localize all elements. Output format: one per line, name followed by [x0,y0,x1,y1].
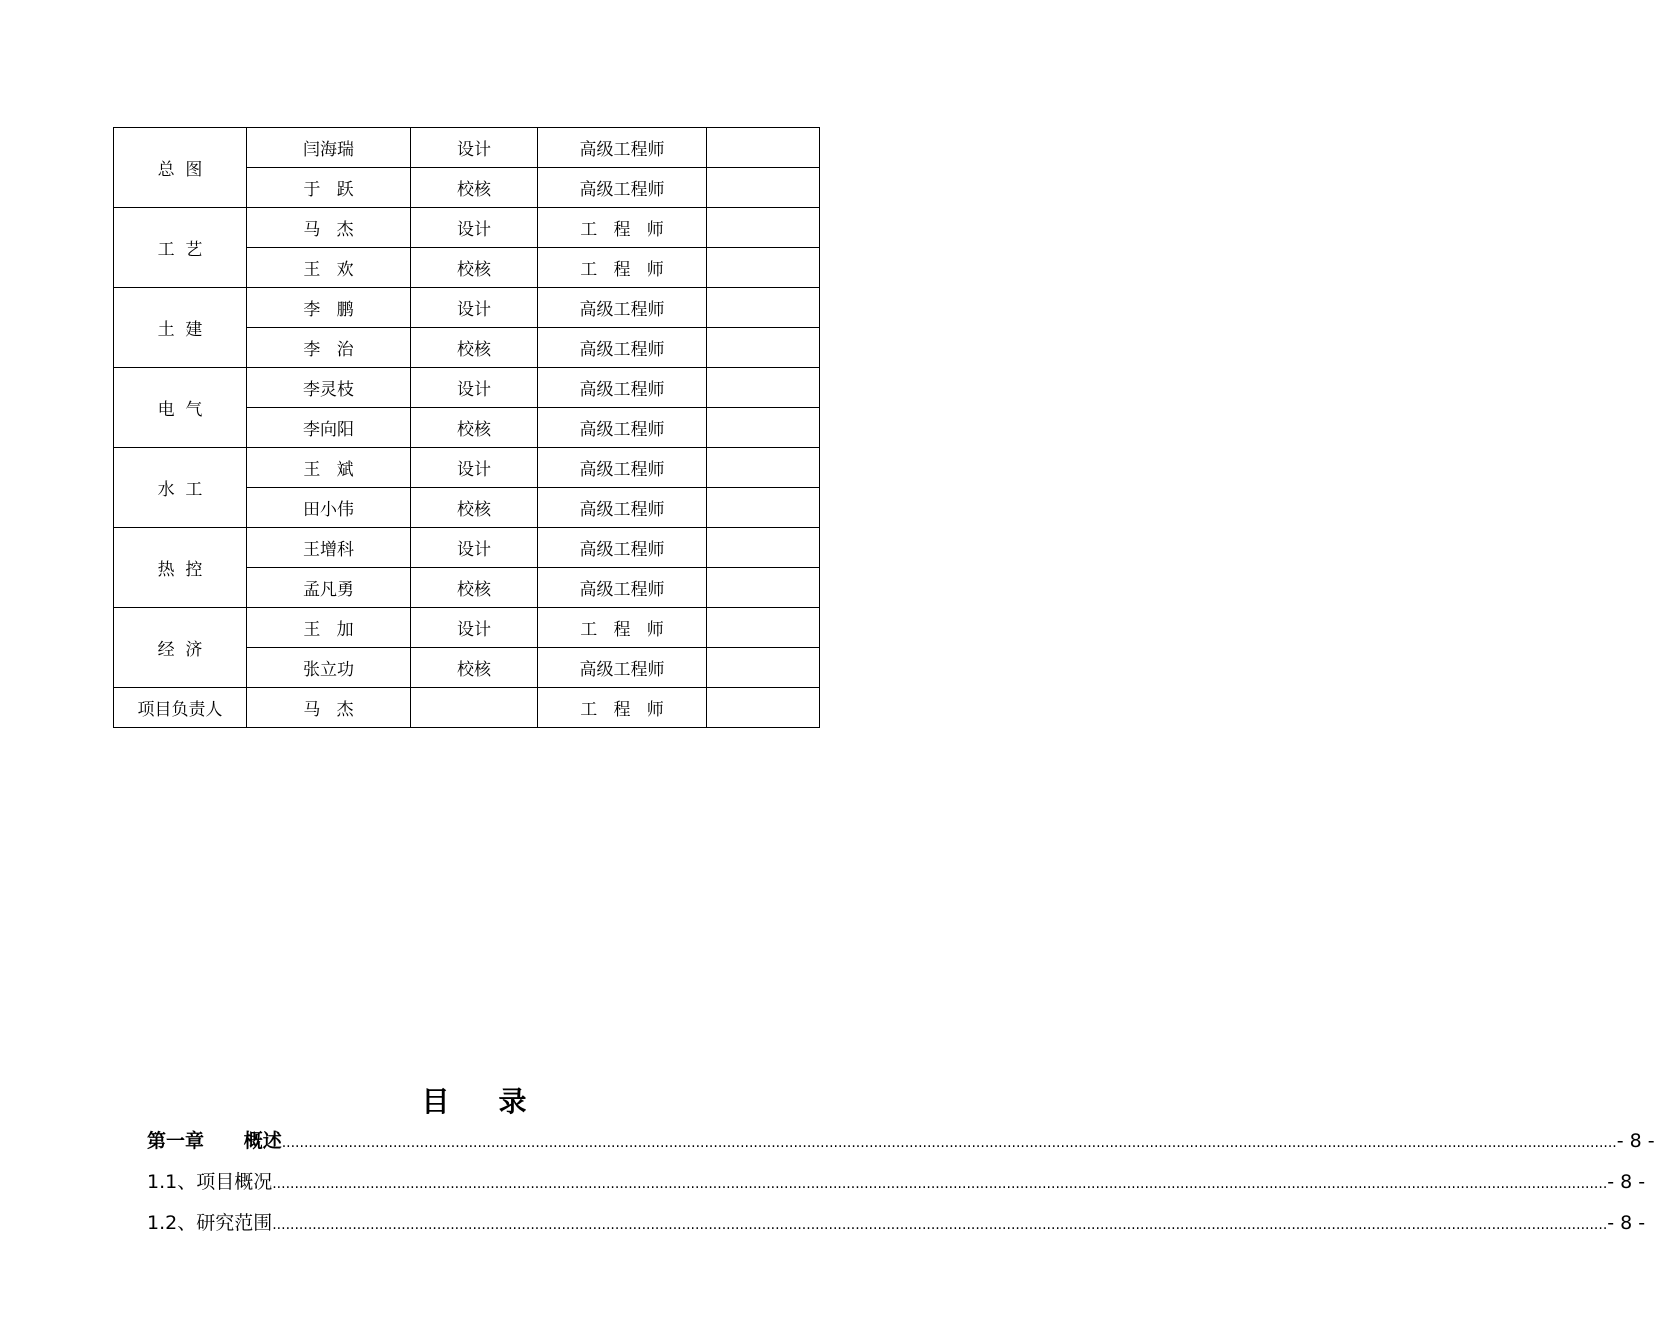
signature-cell [707,688,820,728]
name-cell: 李灵枝 [247,368,411,408]
name-cell: 王增科 [247,528,411,568]
signature-cell [707,368,820,408]
title-cell: 高级工程师 [538,448,707,488]
role-cell: 设计 [411,368,538,408]
title-cell: 工 程 师 [538,608,707,648]
toc-entry[interactable] [147,1208,1646,1249]
role-cell: 校核 [411,568,538,608]
name-cell: 闫海瑞 [247,128,411,168]
dept-cell: 热 控 [114,528,247,608]
signature-cell [707,488,820,528]
leader-name-cell: 马 杰 [247,688,411,728]
name-cell: 田小伟 [247,488,411,528]
signature-cell [707,408,820,448]
toc-leader-dots: ............................................................................................................................................................................................................................................................................................................ [272,1176,1608,1192]
signature-cell [707,608,820,648]
toc-entry-page: - 8 - [1607,1212,1646,1234]
name-cell: 孟凡勇 [247,568,411,608]
signature-cell [707,528,820,568]
signature-cell [707,248,820,288]
toc-entry-label: 1.2、研究范围 [147,1212,273,1234]
signature-cell [707,448,820,488]
leader-role-cell [411,688,538,728]
toc-entry-label: 第一章 概述 [147,1130,282,1152]
title-cell: 高级工程师 [538,288,707,328]
signature-cell [707,568,820,608]
title-cell: 高级工程师 [538,488,707,528]
signature-cell [707,288,820,328]
table-of-contents [147,1126,1655,1249]
role-cell: 校核 [411,328,538,368]
title-cell: 高级工程师 [538,408,707,448]
toc-entry-page: - 8 - [1607,1171,1646,1193]
toc-entry[interactable] [147,1126,1655,1167]
role-cell: 校核 [411,648,538,688]
leader-dept-cell: 项目负责人 [114,688,247,728]
role-cell: 设计 [411,208,538,248]
table-row [114,288,820,328]
dept-cell: 经 济 [114,608,247,688]
name-cell: 王 斌 [247,448,411,488]
title-cell: 工 程 师 [538,208,707,248]
name-cell: 王 欢 [247,248,411,288]
title-cell: 高级工程师 [538,128,707,168]
table-row [114,368,820,408]
title-cell: 高级工程师 [538,368,707,408]
name-cell: 李向阳 [247,408,411,448]
role-cell: 设计 [411,128,538,168]
name-cell: 于 跃 [247,168,411,208]
toc-entry-page: - 8 - [1616,1130,1655,1152]
table-row-leader [114,688,820,728]
table-row [114,128,820,168]
signature-cell [707,208,820,248]
title-cell: 高级工程师 [538,568,707,608]
staff-table-body [114,128,820,728]
title-cell: 高级工程师 [538,528,707,568]
role-cell: 校核 [411,488,538,528]
name-cell: 王 加 [247,608,411,648]
title-cell: 工 程 师 [538,248,707,288]
role-cell: 校核 [411,408,538,448]
role-cell: 设计 [411,288,538,328]
dept-cell: 电 气 [114,368,247,448]
signature-cell [707,648,820,688]
table-row [114,448,820,488]
toc-entry[interactable] [147,1167,1646,1208]
role-cell: 设计 [411,608,538,648]
toc-leader-dots: ............................................................................................................................................................................................................................................................................................................ [281,1135,1617,1151]
dept-cell: 水 工 [114,448,247,528]
staff-table [113,127,820,728]
dept-cell: 总 图 [114,128,247,208]
name-cell: 张立功 [247,648,411,688]
signature-cell [707,128,820,168]
toc-leader-dots: ............................................................................................................................................................................................................................................................................................................ [272,1217,1608,1233]
table-row [114,608,820,648]
dept-cell: 土 建 [114,288,247,368]
signature-cell [707,328,820,368]
leader-title-cell: 工 程 师 [538,688,707,728]
dept-cell: 工 艺 [114,208,247,288]
name-cell: 李 鹏 [247,288,411,328]
signature-cell [707,168,820,208]
toc-entry-label: 1.1、项目概况 [147,1171,273,1193]
toc-title: 目 录 [421,1085,529,1118]
role-cell: 校核 [411,248,538,288]
table-row [114,528,820,568]
role-cell: 校核 [411,168,538,208]
role-cell: 设计 [411,448,538,488]
name-cell: 马 杰 [247,208,411,248]
role-cell: 设计 [411,528,538,568]
title-cell: 高级工程师 [538,168,707,208]
name-cell: 李 治 [247,328,411,368]
table-row [114,208,820,248]
title-cell: 高级工程师 [538,648,707,688]
title-cell: 高级工程师 [538,328,707,368]
